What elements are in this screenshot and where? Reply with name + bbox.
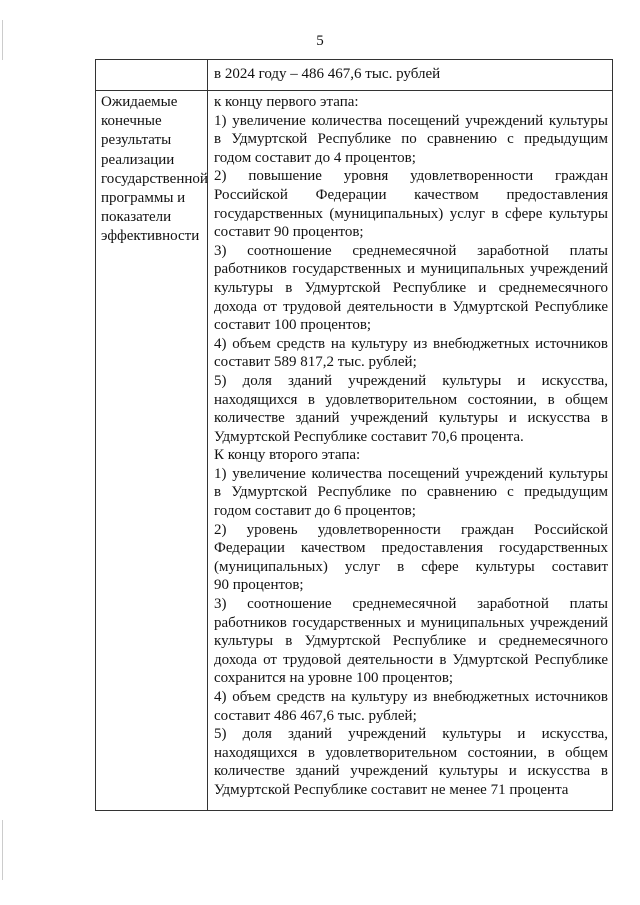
content-line: (муниципальных) услуг в сфере культуры составит — [214, 558, 608, 575]
content-line: 4) объем средств на культуру из внебюджетных источников — [214, 689, 608, 705]
label-cell-empty — [96, 60, 208, 91]
content-line: культуры в Удмуртской Республике и среднемесячного — [214, 633, 608, 650]
content-line: количестве зданий учреждений культуры и искусства в — [214, 763, 608, 780]
content-line: К концу второго этапа: — [214, 447, 361, 464]
financing-2024-text: в 2024 году – 486 467,6 тыс. рублей — [214, 66, 441, 82]
content-line: работников государственных и муниципальных учреждений — [214, 261, 608, 278]
page-number: 5 — [316, 33, 324, 49]
content-line: 1) увеличение количества посещений учреждений культуры — [214, 112, 608, 129]
expected-results-label — [96, 91, 207, 247]
content-line: в Удмуртской Республике по сравнению с предыдущим — [214, 484, 608, 501]
label-line: государственной — [101, 170, 208, 187]
label-line: эффективности — [101, 228, 200, 245]
content-line: 5) доля зданий учреждений культуры и искусства, — [214, 372, 608, 389]
content-line: 5) доля зданий учреждений культуры и искусства, — [214, 726, 608, 743]
content-line: в Удмуртской Республике по сравнению с предыдущим — [214, 131, 608, 148]
content-line: 2) повышение уровня удовлетворенности граждан — [214, 168, 608, 185]
content-line: составит 100 процентов; — [214, 317, 372, 334]
content-line: 90 процентов; — [214, 577, 304, 594]
content-line: культуры в Удмуртской Республике и среднемесячного — [214, 279, 608, 296]
content-line: составит 589 817,2 тыс. рублей; — [214, 354, 417, 371]
scan-edge-mark-bottom — [2, 820, 3, 880]
label-line: Ожидаемые — [101, 94, 178, 110]
content-line: количестве зданий учреждений культуры и искусства в — [214, 410, 608, 427]
label-line: показатели — [101, 209, 172, 226]
content-line: составит 90 процентов; — [214, 224, 364, 241]
label-line: конечные — [101, 113, 162, 130]
content-line: составит 486 467,6 тыс. рублей; — [214, 707, 417, 724]
content-line: дохода от трудовой деятельности в Удмуртской Республике — [214, 298, 608, 315]
content-line: дохода от трудовой деятельности в Удмуртской Республике — [214, 651, 608, 668]
label-line: результаты — [101, 132, 172, 149]
content-line: 2) уровень удовлетворенности граждан Российской — [214, 521, 608, 538]
program-passport-table — [95, 59, 613, 811]
content-line: 3) соотношение среднемесячной заработной платы — [214, 242, 608, 259]
expected-results-content — [208, 91, 612, 810]
financing-cell — [208, 60, 613, 91]
table-row-financing-tail — [96, 60, 613, 91]
content-line: Федерации качеством предоставления государственных — [214, 540, 608, 557]
content-line: Российской Федерации качеством предоставления — [214, 186, 608, 203]
content-line: годом составит до 6 процентов; — [214, 503, 416, 520]
expected-results-content-cell — [208, 91, 613, 811]
content-line: работников государственных и муниципальных учреждений — [214, 614, 608, 631]
label-line: программы и — [101, 190, 186, 207]
content-line: находящихся в удовлетворительном состоянии, в общем — [214, 391, 608, 408]
label-line: реализации — [101, 151, 175, 168]
content-line: Удмуртской Республике составит 70,6 процента. — [214, 428, 524, 445]
content-line: находящихся в удовлетворительном состоянии, в общем — [214, 744, 608, 761]
content-line: 4) объем средств на культуру из внебюджетных источников — [214, 335, 608, 352]
content-line: 3) соотношение среднемесячной заработной платы — [214, 596, 608, 613]
content-line: Удмуртской Республике составит не менее 71 процента — [214, 781, 569, 798]
table-row-expected-results — [96, 91, 613, 811]
content-line: государственных (муниципальных) услуг в сфере культуры — [214, 205, 608, 222]
content-line: 1) увеличение количества посещений учреждений культуры — [214, 465, 608, 482]
expected-results-label-cell — [96, 91, 208, 811]
content-line: годом составит до 4 процентов; — [214, 149, 416, 166]
content-line: сохранится на уровне 100 процентов; — [214, 670, 454, 687]
content-line: к концу первого этапа: — [214, 94, 359, 110]
